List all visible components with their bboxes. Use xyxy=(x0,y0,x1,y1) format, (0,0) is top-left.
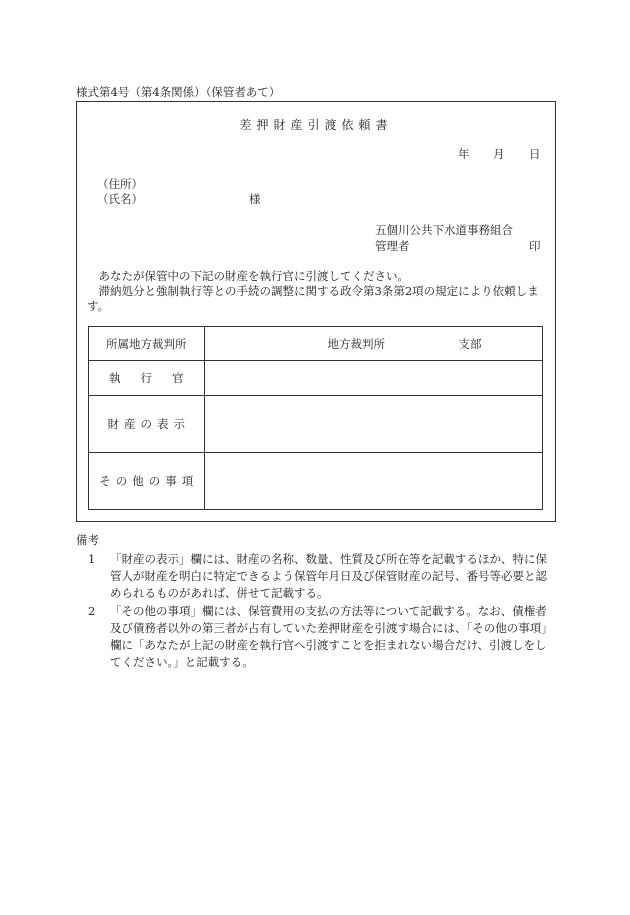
court-label-cell xyxy=(89,327,205,361)
bailiff-label: 執行官 xyxy=(109,371,204,385)
other-label-cell xyxy=(89,453,205,510)
table-row-property xyxy=(89,396,543,453)
details-table xyxy=(88,326,543,510)
property-label: 財産の表示 xyxy=(107,417,190,431)
sender-manager-label: 管理者 xyxy=(375,239,410,253)
body-paragraph-1: あなたが保管中の下記の財産を執行官に引渡してください。 xyxy=(98,269,409,283)
bailiff-value-cell xyxy=(204,361,543,396)
court-value-cell xyxy=(204,327,543,361)
court-label: 所属地方裁判所 xyxy=(106,336,187,351)
sender-organization: 五個川公共下水道事務組合 xyxy=(375,223,513,237)
date-month-label: 月 xyxy=(493,147,505,161)
date-day-label: 日 xyxy=(529,147,541,161)
note-number: 1 xyxy=(88,552,96,566)
bailiff-label-cell xyxy=(89,361,205,396)
note-number: 2 xyxy=(88,604,96,618)
branch-label: 支部 xyxy=(458,337,482,351)
other-matters-label: その他の事項 xyxy=(99,474,199,488)
note-item xyxy=(76,603,556,671)
request-body xyxy=(87,269,557,314)
recipient-name-label: （氏名） xyxy=(97,192,143,206)
recipient-honorific: 様 xyxy=(249,192,261,206)
request-form-frame xyxy=(76,101,556,522)
note-item xyxy=(76,551,556,602)
form-number-label: 様式第4号（第4条関係）（保管者あて） xyxy=(76,85,281,99)
note-text: 「財産の表示」欄には、財産の名称、数量、性質及び所在等を記載するほか、特に保管人が財産を明白に特定できるよう保管年月日及び保管財産の記号、番号等必要と認められるものがあれば、併せて記載する。 xyxy=(110,552,547,600)
notes-title: 備考 xyxy=(76,533,99,547)
property-label-cell xyxy=(89,396,205,453)
seal-mark: 印 xyxy=(529,239,541,253)
body-paragraph-2: 滞納処分と強制執行等との手続の調整に関する政令第3条第2項の規定により依頼します。 xyxy=(87,284,539,313)
notes-list xyxy=(76,551,556,672)
document-title: 差押財産引渡依頼書 xyxy=(239,118,393,132)
other-value-cell xyxy=(204,453,543,510)
date-year-label: 年 xyxy=(458,147,470,161)
table-row-bailiff xyxy=(89,361,543,396)
recipient-address-label: （住所） xyxy=(97,177,143,191)
property-value-cell xyxy=(204,396,543,453)
court-name-label: 地方裁判所 xyxy=(327,337,385,351)
table-row-court xyxy=(89,327,543,361)
note-text: 「その他の事項」欄には、保管費用の支払の方法等について記載する。なお、債権者及び債務者以外の第三者が占有していた差押財産を引渡す場合には、「その他の事項」欄に「あなたが上記の財産を執行官へ引渡すことを拒まれない場合だけ、引渡しをしてください。」と記載する。 xyxy=(110,604,553,669)
table-row-other xyxy=(89,453,543,510)
